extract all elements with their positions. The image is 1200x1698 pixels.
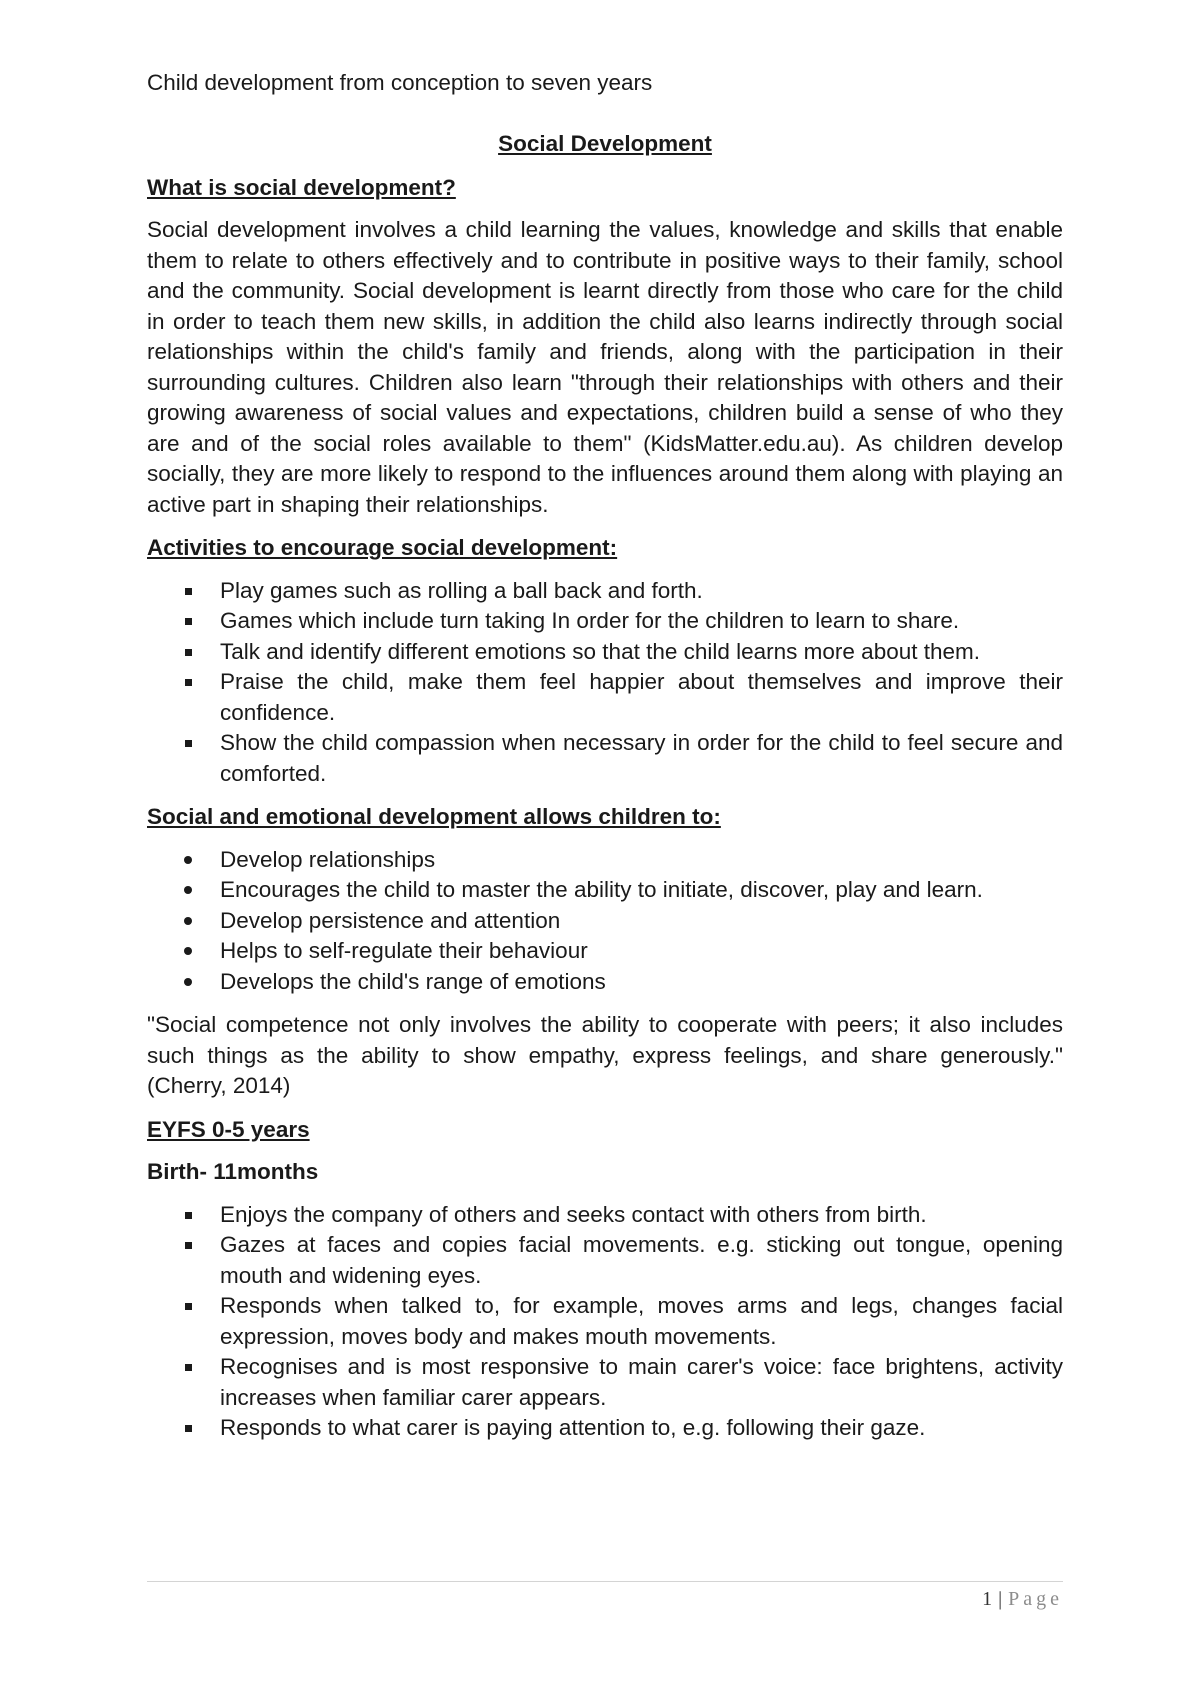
paragraph-what-is: Social development involves a child learning the values, knowledge and skills that enable them to relate to others effectively and to contribute in positive ways to their family, school and the community. Social development is learnt directly from those who care for the child in order to teach them new skills, in addition the child also learns indirectly through social relationships within the child's family and friends, along with the participation in their surrounding cultures. Children also learn "through their relationships with others and their growing awareness of social values and expectations, children build a sense of who they are and of the social roles available to them" (KidsMatter.edu.au). As children develop socially, they are more likely to respond to the influences around them along with playing an active part in shaping their relationships. <box>147 217 1063 517</box>
page-content <box>147 68 1063 1457</box>
list-item: Responds when talked to, for example, moves arms and legs, changes facial expression, moves body and makes mouth movements. <box>147 1291 1063 1352</box>
list-item: Helps to self-regulate their behaviour <box>147 936 1063 967</box>
section-heading-birth: Birth- 11months <box>147 1159 319 1184</box>
quote-paragraph: "Social competence not only involves the ability to cooperate with peers; it also includes such things as the ability to show empathy, express feelings, and share generously." (Cherry, 2014) <box>147 1012 1063 1098</box>
list-item: Praise the child, make them feel happier about themselves and improve their confidence. <box>147 667 1063 728</box>
document-header: Child development from conception to seven years <box>147 70 653 95</box>
footer-divider <box>147 1581 1063 1582</box>
page-title: Social Development <box>498 131 712 156</box>
list-item: Develops the child's range of emotions <box>147 967 1063 998</box>
list-item: Recognises and is most responsive to main carer's voice: face brightens, activity increases when familiar carer appears. <box>147 1352 1063 1413</box>
page-number: 1 <box>982 1588 993 1610</box>
allows-list <box>147 845 1063 998</box>
birth-list <box>147 1200 1063 1444</box>
list-item: Enjoys the company of others and seeks contact with others from birth. <box>147 1200 1063 1231</box>
section-heading-what-is: What is social development? <box>147 174 456 200</box>
list-item: Develop relationships <box>147 845 1063 876</box>
list-item: Develop persistence and attention <box>147 906 1063 937</box>
list-item: Responds to what carer is paying attention to, e.g. following their gaze. <box>147 1413 1063 1444</box>
page-label: Page <box>1008 1588 1063 1610</box>
list-item: Games which include turn taking In order for the children to learn to share. <box>147 606 1063 637</box>
list-item: Show the child compassion when necessary in order for the child to feel secure and comforted. <box>147 728 1063 789</box>
footer-separator: | <box>998 1588 1003 1610</box>
list-item: Play games such as rolling a ball back and forth. <box>147 576 1063 607</box>
page-footer <box>982 1586 1063 1612</box>
activities-list <box>147 576 1063 790</box>
section-heading-allows: Social and emotional development allows children to: <box>147 804 721 829</box>
list-item: Talk and identify different emotions so that the child learns more about them. <box>147 637 1063 668</box>
list-item: Encourages the child to master the ability to initiate, discover, play and learn. <box>147 875 1063 906</box>
list-item: Gazes at faces and copies facial movements. e.g. sticking out tongue, opening mouth and widening eyes. <box>147 1230 1063 1291</box>
section-heading-activities: Activities to encourage social development: <box>147 535 618 560</box>
section-heading-eyfs: EYFS 0-5 years <box>147 1116 310 1142</box>
